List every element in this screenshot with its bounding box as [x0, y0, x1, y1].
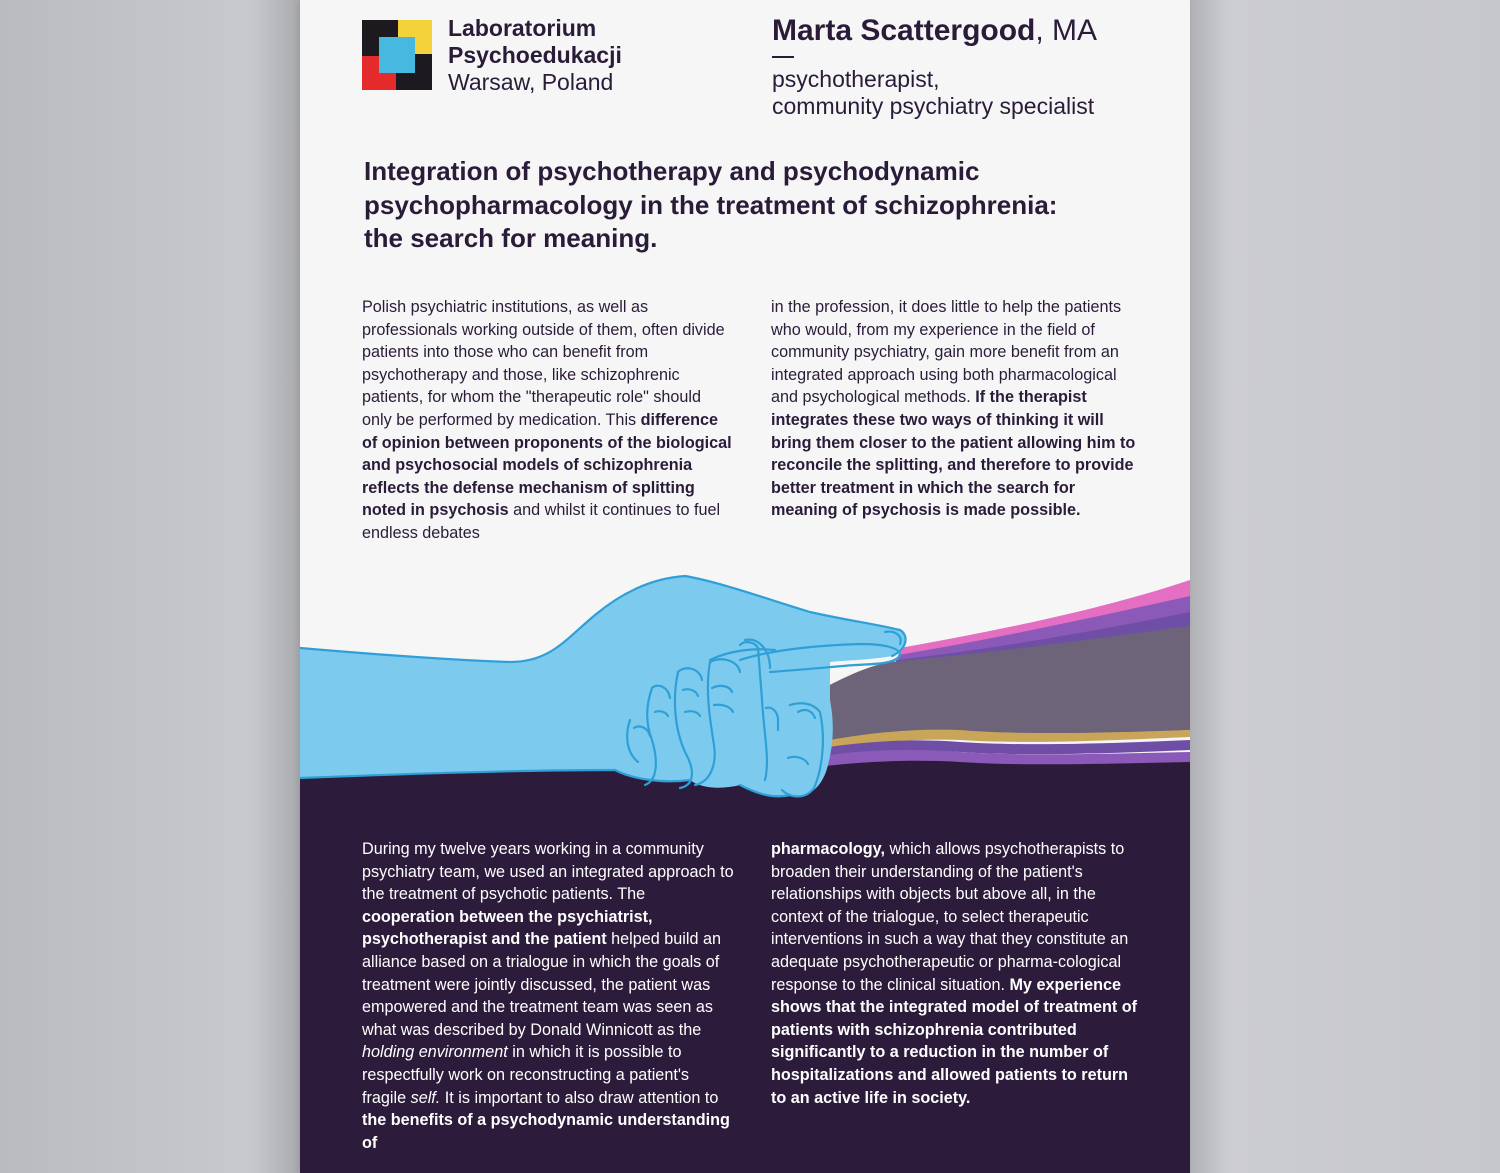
body-left-italic-1: holding environment [362, 1043, 508, 1062]
body-left-bold-1: cooperation between the psychiatrist, psychotherapist and the patient [362, 907, 653, 949]
author-divider [772, 56, 794, 58]
body-left-italic-2: self. [410, 1088, 441, 1107]
body-right-text-1: which allows psychotherapists to broaden their understanding of the patient's relationships with objects but above all, in the context of the trialogue, to select therapeutic interventions in such a way that they constitute an adequate psychotherapeutic or pharma-cological response to the clinical situation. [771, 840, 1129, 994]
intro-left-end: and whilst it continues to fuel endless debates [362, 501, 721, 542]
title-line1: Integration of psychotherapy and psychodynamic [364, 156, 980, 186]
org-name-line2: Psychoedukacji [448, 42, 622, 68]
body-column-left [362, 838, 734, 1154]
body-left-text-3: in which it is possible to respectfully work on reconstructing a patient's fragile [362, 1043, 689, 1107]
body-column-right [771, 838, 1143, 1109]
body-left-text-4: It is important to also draw attention to [444, 1088, 719, 1107]
body-right-bold-1: pharmacology, [771, 840, 885, 858]
body-left-text-1: During my twelve years working in a community psychiatry team, we used an integrated approach to the treatment of psychotic patients. The [362, 840, 734, 904]
poster [300, 0, 1190, 1173]
body-right-bold-2: My experience shows that the integrated model of treatment of patients with schizophrenia contributed significantly to a reduction in the number of hospitalizations and allowed patients to return to an active life in society. [771, 975, 1138, 1107]
body-left-bold-2: the benefits of a psychodynamic understanding of [362, 1111, 730, 1152]
intro-left-bold: difference of opinion between proponents of the biological and psychosocial models of schizophrenia reflects the defense mechanism of splitting noted in psychosis [362, 410, 732, 520]
wall-shadow-right [1188, 0, 1228, 1173]
org-name-line1: Laboratorium [448, 15, 597, 41]
intro-right-text: in the profession, it does little to help the patients who would, from my experience in the field of community psychiatry, gain more benefit from an integrated approach using both pharmacological and psychological methods. [771, 298, 1122, 407]
intro-column-left [362, 296, 734, 545]
body-left-text-2: helped build an alliance based on a trialogue in which the goals of treatment were jointly discussed, the patient was empowered and the treatment team was seen as what was described by Donald Winnicott as the [362, 930, 721, 1039]
title-line2: psychopharmacology in the treatment of schizophrenia: [364, 189, 1058, 220]
author-role-line2: community psychiatry specialist [772, 93, 1095, 119]
intro-column-right [771, 296, 1143, 522]
intro-right-bold: If the therapist integrates these two ways of thinking it will bring them closer to the patient allowing him to reconcile the splitting, and therefore to provide better treatment in which the search for meaning of psychosis is made possible. [771, 388, 1136, 520]
laboratorium-logo-mark [362, 20, 432, 90]
author-role-line1: psychotherapist, [772, 66, 940, 92]
author-name: Marta Scattergood [772, 14, 1036, 47]
intro-left-text: Polish psychiatric institutions, as well as professionals working outside of them, often divide patients into those who can benefit from psychotherapy and those, like schizophrenic patients, for whom the "therapeutic role" should only be performed by medication. This [362, 298, 725, 429]
poster-title [364, 155, 1154, 256]
author-degree: , MA [1035, 14, 1098, 47]
organization-name [448, 15, 622, 96]
title-line3: the search for meaning. [364, 223, 658, 253]
author-block [772, 13, 1097, 120]
wall-shadow-left [250, 0, 306, 1173]
org-location: Warsaw, Poland [448, 69, 614, 95]
author-name-line [772, 13, 1097, 49]
